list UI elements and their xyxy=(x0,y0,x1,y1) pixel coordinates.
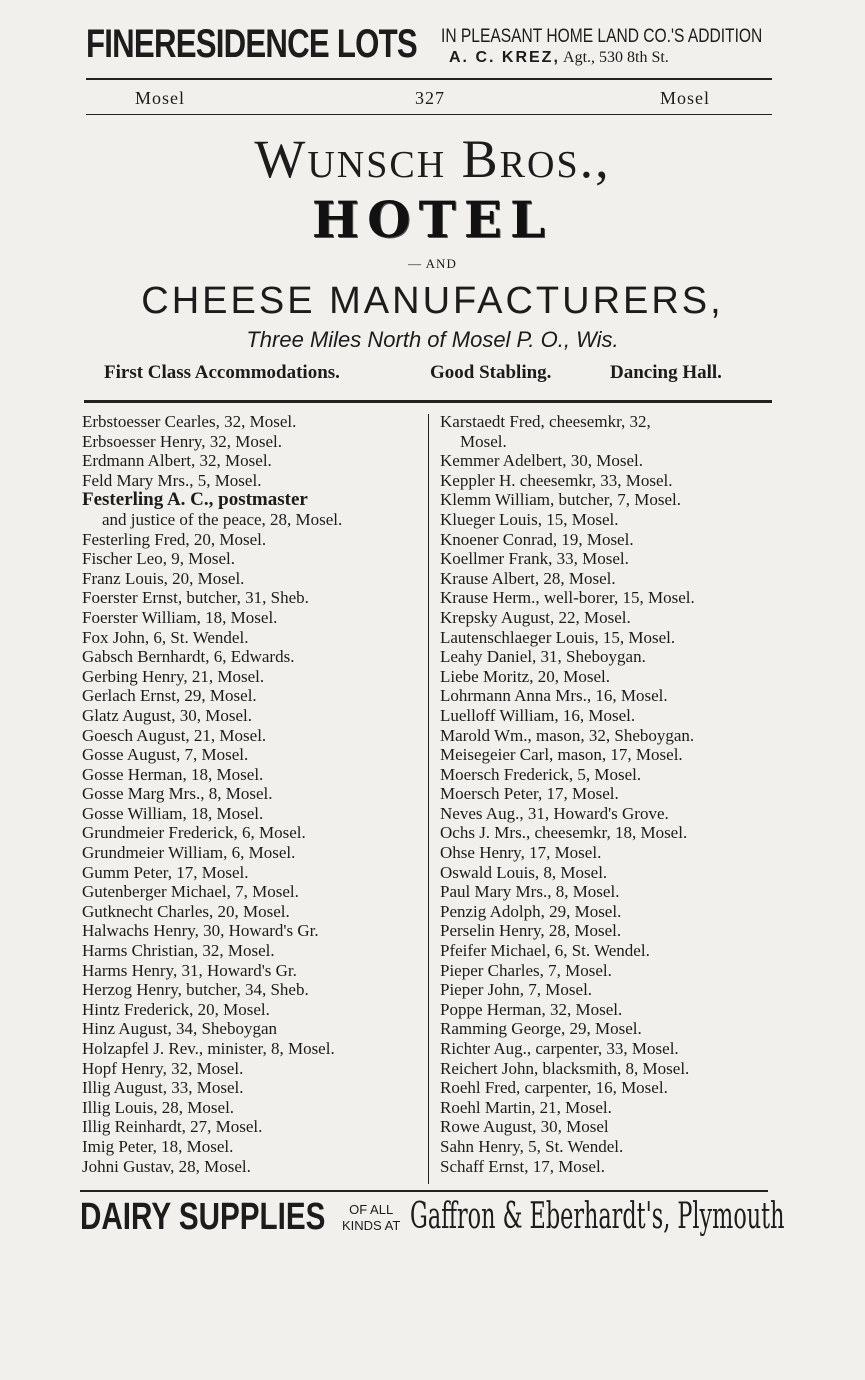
top-rule xyxy=(86,78,772,80)
directory-entry: Sahn Henry, 5, St. Wendel. xyxy=(440,1136,624,1156)
directory-entry: Marold Wm., mason, 32, Sheboygan. xyxy=(440,725,695,745)
directory-entry: Neves Aug., 31, Howard's Grove. xyxy=(440,803,669,823)
directory-entry: Fischer Leo, 9, Mosel. xyxy=(82,549,235,569)
directory-entry: Foerster William, 18, Mosel. xyxy=(82,607,278,627)
advert-amenity-dancing-hall: Dancing Hall. xyxy=(610,362,722,383)
bottom-advertisement xyxy=(80,1196,785,1246)
directory-entry: Feld Mary Mrs., 5, Mosel. xyxy=(82,470,262,490)
directory-entry: Knoener Conrad, 19, Mosel. xyxy=(440,529,634,549)
advert-amenity-stabling: Good Stabling. xyxy=(430,362,552,383)
bottom-ad-vendor: Gaffron & Eberhardt's, Plymouth xyxy=(410,1196,785,1237)
directory-entry: Grundmeier Frederick, 6, Mosel. xyxy=(82,823,306,843)
directory-entry: Holzapfel J. Rev., minister, 8, Mosel. xyxy=(82,1039,335,1058)
directory-entry: Poppe Herman, 32, Mosel. xyxy=(440,999,623,1019)
top-ad-subline: IN PLEASANT HOME LAND CO.'S ADDITION xyxy=(441,26,763,47)
directory-entry: Luelloff William, 16, Mosel. xyxy=(440,705,636,725)
directory-entry: Festerling Fred, 20, Mosel. xyxy=(82,529,267,549)
top-advertisement xyxy=(86,18,776,70)
directory-entry: Lohrmann Anna Mrs., 16, Mosel. xyxy=(440,686,668,706)
directory-entry: Krause Albert, 28, Mosel. xyxy=(440,568,616,588)
directory-entry: Gutenberger Michael, 7, Mosel. xyxy=(82,882,299,902)
directory-entry: Paul Mary Mrs., 8, Mosel. xyxy=(440,882,620,902)
directory-entry: Oswald Louis, 8, Mosel. xyxy=(440,862,608,882)
directory-entry: Gosse Herman, 18, Mosel. xyxy=(82,764,264,784)
top-ad-headline: FINERESIDENCE LOTS xyxy=(86,22,417,66)
directory-entry: Roehl Martin, 21, Mosel. xyxy=(440,1097,612,1117)
directory-entry: Hintz Frederick, 20, Mosel. xyxy=(82,999,270,1019)
directory-entry: Johni Gustav, 28, Mosel. xyxy=(82,1156,251,1176)
bottom-ad-connector-line1: OF ALL xyxy=(349,1202,394,1217)
directory-entry: Schaff Ernst, 17, Mosel. xyxy=(440,1156,605,1176)
directory-entry: Klueger Louis, 15, Mosel. xyxy=(440,509,619,529)
directory-entry: Goesch August, 21, Mosel. xyxy=(82,725,267,745)
bottom-ad-connector-line2: KINDS AT xyxy=(342,1218,401,1233)
directory-entry: Gerbing Henry, 21, Mosel. xyxy=(82,666,265,686)
directory-entry: Pieper Charles, 7, Mosel. xyxy=(440,960,612,980)
directory-entry: Franz Louis, 20, Mosel. xyxy=(82,568,245,588)
directory-entry: Rowe August, 30, Mosel xyxy=(440,1117,609,1137)
advert-business-type: CHEESE MANUFACTURERS, xyxy=(141,280,724,322)
bottom-ad-headline: DAIRY SUPPLIES xyxy=(80,1196,326,1238)
directory-entry: Ramming George, 29, Mosel. xyxy=(440,1019,642,1039)
directory-entry: Illig Reinhardt, 27, Mosel. xyxy=(82,1117,263,1137)
directory-entry: Gosse William, 18, Mosel. xyxy=(82,803,264,823)
directory-entry: Richter Aug., carpenter, 33, Mosel. xyxy=(440,1039,679,1058)
directory-entry: Erdmann Albert, 32, Mosel. xyxy=(82,451,272,471)
directory-entry: Gutknecht Charles, 20, Mosel. xyxy=(82,901,290,921)
directory-column-left xyxy=(82,412,420,1176)
top-ad-agent-name: A. C. KREZ, xyxy=(449,49,560,66)
directory-entry: Mosel. xyxy=(460,431,507,451)
directory-entry: Gumm Peter, 17, Mosel. xyxy=(82,862,249,882)
directory-entry: Ochs J. Mrs., cheesemkr, 18, Mosel. xyxy=(440,823,688,843)
directory-entry: Harms Christian, 32, Mosel. xyxy=(82,941,275,961)
advert-and: — AND xyxy=(408,256,457,271)
directory-entry: Erbstoesser Cearles, 32, Mosel. xyxy=(82,412,297,431)
top-ad-agent xyxy=(449,49,669,67)
directory-column-right xyxy=(440,412,775,1176)
directory-entry: Hinz August, 34, Sheboygan xyxy=(82,1019,278,1039)
directory-entry: Kemmer Adelbert, 30, Mosel. xyxy=(440,451,644,471)
advert-hotel: HOTEL xyxy=(311,190,554,249)
directory-entry: Hopf Henry, 32, Mosel. xyxy=(82,1058,244,1078)
directory-entry: Illig Louis, 28, Mosel. xyxy=(82,1097,235,1117)
directory-entry: Foerster Ernst, butcher, 31, Sheb. xyxy=(82,588,309,608)
advert-location: Three Miles North of Mosel P. O., Wis. xyxy=(246,327,619,352)
directory-entry: Liebe Moritz, 20, Mosel. xyxy=(440,666,610,686)
column-divider xyxy=(428,414,429,1184)
directory-entry: Meisegeier Carl, mason, 17, Mosel. xyxy=(440,745,683,765)
directory-entry: Grundmeier William, 6, Mosel. xyxy=(82,843,296,863)
advert-business-name: Wunsch Bros., xyxy=(254,129,611,189)
directory-entry: Erbsoesser Henry, 32, Mosel. xyxy=(82,431,283,451)
header-rule xyxy=(86,114,772,115)
running-header-right: Mosel xyxy=(660,88,710,108)
directory-entry: and justice of the peace, 28, Mosel. xyxy=(102,509,343,529)
directory-entry: Karstaedt Fred, cheesemkr, 32, xyxy=(440,412,651,431)
directory-entry: Roehl Fred, carpenter, 16, Mosel. xyxy=(440,1078,668,1098)
directory-entry: Klemm William, butcher, 7, Mosel. xyxy=(440,490,682,510)
directory-entry: Perselin Henry, 28, Mosel. xyxy=(440,921,622,941)
directory-entry: Gabsch Bernhardt, 6, Edwards. xyxy=(82,647,295,667)
directory-entry: Imig Peter, 18, Mosel. xyxy=(82,1136,234,1156)
directory-entry: Herzog Henry, butcher, 34, Sheb. xyxy=(82,980,309,1000)
directory-entry: Moersch Peter, 17, Mosel. xyxy=(440,784,619,804)
directory-entry: Gosse Marg Mrs., 8, Mosel. xyxy=(82,784,273,804)
directory-entry: Koellmer Frank, 33, Mosel. xyxy=(440,549,629,569)
advert-amenity-accommodations: First Class Accommodations. xyxy=(104,362,340,383)
directory-entry: Lautenschlaeger Louis, 15, Mosel. xyxy=(440,627,676,647)
running-header-left: Mosel xyxy=(135,88,185,108)
directory-entry: Penzig Adolph, 29, Mosel. xyxy=(440,901,622,921)
page-number: 327 xyxy=(415,88,445,108)
directory-entry: Ohse Henry, 17, Mosel. xyxy=(440,843,602,863)
directory-entry: Harms Henry, 31, Howard's Gr. xyxy=(82,960,297,980)
advert-bottom-rule xyxy=(84,400,772,403)
bottom-ad-rule xyxy=(80,1190,768,1192)
directory-entry: Reichert John, blacksmith, 8, Mosel. xyxy=(440,1058,690,1078)
directory-entry: Illig August, 33, Mosel. xyxy=(82,1078,244,1098)
directory-entry: Festerling A. C., postmaster xyxy=(82,489,308,511)
directory-entry: Gosse August, 7, Mosel. xyxy=(82,745,249,765)
directory-entry: Leahy Daniel, 31, Sheboygan. xyxy=(440,647,646,667)
directory-entry: Krause Herm., well-borer, 15, Mosel. xyxy=(440,588,695,608)
directory-entry: Keppler H. cheesemkr, 33, Mosel. xyxy=(440,470,673,490)
bottom-ad-connector xyxy=(342,1202,400,1234)
directory-entry: Krepsky August, 22, Mosel. xyxy=(440,607,631,627)
top-ad-agent-address: Agt., 530 8th St. xyxy=(563,49,669,66)
directory-entry: Halwachs Henry, 30, Howard's Gr. xyxy=(82,921,319,941)
directory-entry: Gerlach Ernst, 29, Mosel. xyxy=(82,686,257,706)
directory-entry: Fox John, 6, St. Wendel. xyxy=(82,627,249,647)
directory-entry: Moersch Frederick, 5, Mosel. xyxy=(440,764,642,784)
directory-entry: Pfeifer Michael, 6, St. Wendel. xyxy=(440,941,650,961)
directory-entry: Pieper John, 7, Mosel. xyxy=(440,980,593,1000)
directory-entry: Glatz August, 30, Mosel. xyxy=(82,705,252,725)
